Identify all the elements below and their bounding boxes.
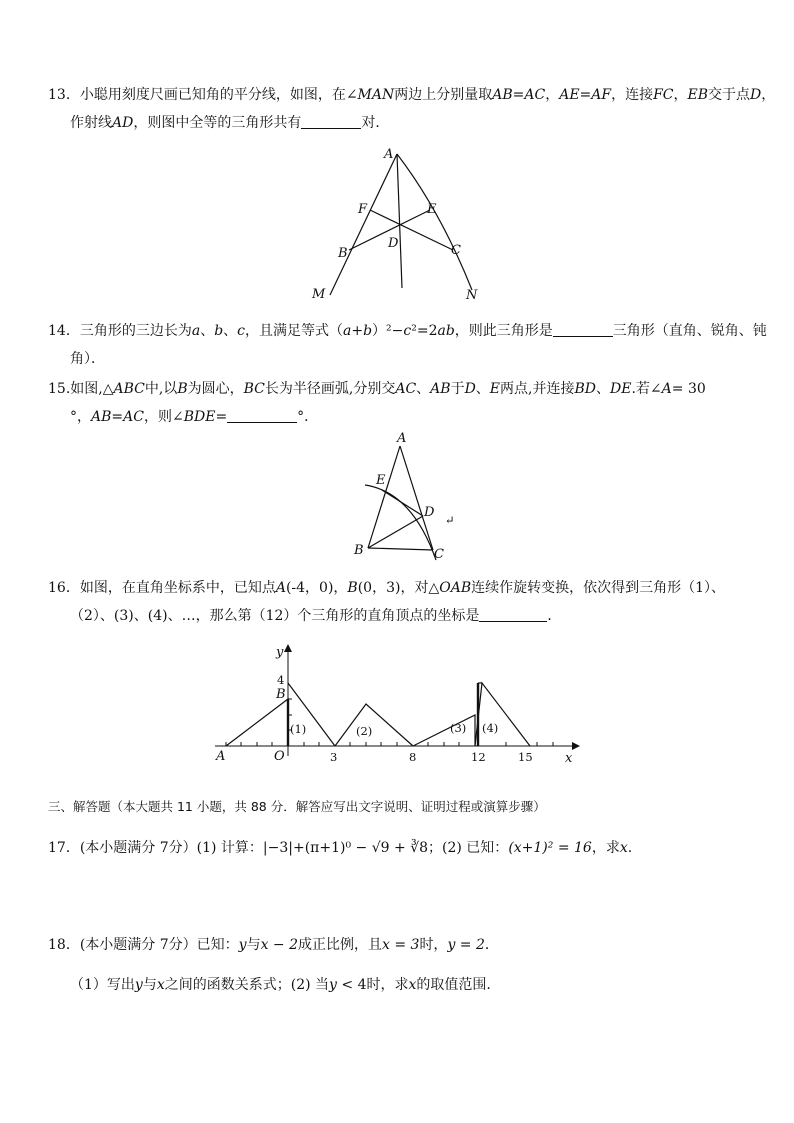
q14-line2: 角）．	[70, 351, 105, 367]
q13-label-A: A	[384, 147, 394, 162]
q16-triangle-3-label: (3)	[450, 721, 467, 735]
q14-answer-blank[interactable]	[553, 322, 613, 337]
q16-triangle-2-label: (2)	[356, 724, 373, 738]
q13-line2: 作射线AD，则图中全等的三角形共有 对．	[70, 115, 390, 131]
q15-label-E: E	[376, 473, 386, 488]
q17-equation: (x+1)² = 16	[508, 840, 592, 856]
q16-answer-blank[interactable]	[479, 607, 547, 622]
q13-label-N: N	[466, 288, 478, 303]
q16-label-A: A	[216, 749, 226, 764]
q13-label-D: D	[388, 236, 399, 251]
q16-tick-12: 12	[471, 750, 486, 764]
q13-label-B: B	[338, 246, 348, 261]
q13-answer-blank[interactable]	[301, 114, 361, 129]
q16-triangle-1-label: (1)	[290, 722, 307, 736]
q14-line1: 14．三角形的三边长为a、b、c，且满足等式（a+b）²−c²=2ab，则此三角形是 三角形（直角、锐角、钝	[48, 323, 767, 339]
q18-line1: 18．(本小题满分 7分）已知：y与x − 2成正比例，且x = 3时，y = 2．	[48, 937, 499, 953]
q16-tick-3: 3	[330, 750, 338, 764]
section-three-heading: 三、解答题（本大题共 11 小题，共 88 分．解答应写出文字说明、证明过程或演算步骤）	[48, 799, 546, 814]
q15-line1: 15.如图,△ABC中,以B为圆心，BC长为半径画弧,分别交AC、AB于D、E两点,并连接BD、DE.若∠A= 30	[48, 381, 706, 397]
q17-line: 17．(本小题满分 7分）(1) 计算：|−3|+(π+1)⁰ − √9 + ∛8；(2) 已知：(x+1)² = 16，求x.	[48, 840, 633, 856]
q16-line2: （2）、(3)、(4)、…，那么第（12）个三角形的直角顶点的坐标是 ．	[70, 608, 562, 624]
q16-triangle-4-label: (4)	[482, 721, 499, 735]
q13-label-M: M	[312, 287, 326, 302]
q16-label-O: O	[274, 749, 285, 764]
q13-label-C: C	[451, 243, 461, 258]
q18-line2: （1）写出y与x之间的函数关系式；(2) 当y < 4时，求x的取值范围.	[70, 977, 491, 993]
q13-label-E: E	[427, 202, 437, 217]
q15-label-D: D	[424, 505, 435, 520]
q15-label-B: B	[354, 543, 364, 558]
q16-label-B: B	[276, 687, 286, 702]
q16-tick-4: 4	[277, 673, 285, 687]
q16-tick-15: 15	[518, 750, 533, 764]
q15-figure	[350, 430, 470, 565]
q16-tick-8: 8	[409, 750, 417, 764]
q13-figure	[300, 140, 500, 310]
q16-line1: 16．如图，在直角坐标系中，已知点A(-4，0)，B(0，3)，对△OAB连续作旋转变换，依次得到三角形（1）、	[48, 580, 726, 596]
q15-label-A: A	[397, 431, 407, 446]
q17-expression-1: |−3|+(π+1)⁰ − √9 + ∛8	[262, 840, 429, 856]
q15-line2: °，AB=AC，则∠BDE= °．	[70, 409, 319, 425]
q16-axis-y-label: y	[276, 645, 284, 660]
q13-line1: 13．小聪用刻度尺画已知角的平分线，如图，在∠MAN两边上分别量取AB=AC，AE=AF，连接FC，EB交于点D，	[48, 87, 776, 103]
q15-label-C: C	[434, 547, 444, 562]
q15-return-mark: ↵	[445, 513, 455, 527]
q16-axis-x-label: x	[565, 751, 573, 766]
q13-label-F: F	[358, 202, 368, 217]
q15-answer-blank[interactable]	[227, 408, 297, 423]
q16-coordinate-figure	[210, 640, 590, 770]
